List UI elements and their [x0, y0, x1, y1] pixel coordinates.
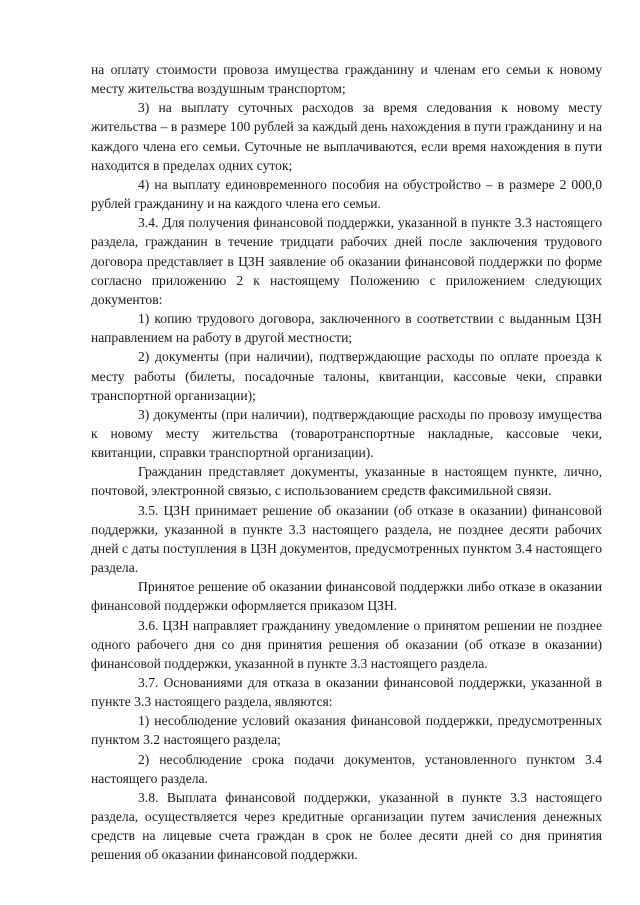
paragraph-section-3-6: 3.6. ЦЗН направляет гражданину уведомление о принятом решении не позднее одного рабочего дня со дня принятия решения об оказании (об отказе в оказании) финансовой поддержки, указанной в пункте 3.3 настоящего раздела.	[91, 617, 602, 671]
document-body	[91, 60, 602, 865]
paragraph-continuation: на оплату стоимости провоза имущества гражданину и членам его семьи к новому месту жительства воздушным транспортом;	[91, 62, 602, 97]
paragraph-submission-methods: Гражданин представляет документы, указанные в настоящем пункте, лично, почтовой, электронной связью, с использованием средств факсимильной связи.	[91, 464, 602, 499]
paragraph-section-3-8: 3.8. Выплата финансовой поддержки, указанной в пункте 3.3 настоящего раздела, осуществляется через кредитные организации путем зачисления денежных средств на лицевые счета граждан в срок не более десяти дней со дня принятия решения об оказании финансовой поддержки.	[91, 789, 602, 863]
paragraph-section-3-4: 3.4. Для получения финансовой поддержки, указанной в пункте 3.3 настоящего раздела, гражданин в течение тридцати рабочих дней после заключения трудового договора представляет в ЦЗН заявление об оказании финансовой поддержки по форме согласно приложению 2 к настоящему Положению с приложением следующих документов:	[91, 215, 602, 307]
paragraph-item-3: 3) на выплату суточных расходов за время следования к новому месту жительства – в размере 100 рублей за каждый день нахождения в пути гражданину и на каждого члена его семьи. Суточные не выплачиваются, если время нахождения в пути находится в пределах одних суток;	[91, 100, 602, 173]
paragraph-doc-item-1: 1) копию трудового договора, заключенного в соответствии с выданным ЦЗН направлением на работу в другой местности;	[91, 311, 602, 346]
paragraph-refusal-item-2: 2) несоблюдение срока подачи документов, установленного пунктом 3.4 настоящего раздела.	[91, 751, 602, 786]
paragraph-section-3-5: 3.5. ЦЗН принимает решение об оказании (об отказе в оказании) финансовой поддержки, указанной в пункте 3.3 настоящего раздела, не позднее десяти рабочих дней с даты поступления в ЦЗН документов, предусмотренных пунктом 3.4 настоящего раздела.	[91, 502, 602, 576]
paragraph-doc-item-3: 3) документы (при наличии), подтверждающие расходы по провозу имущества к новому месту жительства (товаротранспортные накладные, кассовые чеки, квитанции, справки транспортной организации).	[91, 406, 602, 461]
paragraph-decision-order: Принятое решение об оказании финансовой поддержки либо отказе в оказании финансовой поддержки оформляется приказом ЦЗН.	[91, 579, 602, 614]
paragraph-item-4: 4) на выплату единовременного пособия на обустройство – в размере 2 000,0 рублей гражданину и на каждого члена его семьи.	[91, 176, 602, 212]
paragraph-section-3-7: 3.7. Основаниями для отказа в оказании финансовой поддержки, указанной в пункте 3.3 настоящего раздела, являются:	[91, 675, 602, 710]
paragraph-doc-item-2: 2) документы (при наличии), подтверждающие расходы по оплате проезда к месту работы (билеты, посадочные талоны, квитанции, кассовые чеки, справки транспортной организации);	[91, 349, 602, 403]
paragraph-refusal-item-1: 1) несоблюдение условий оказания финансовой поддержки, предусмотренных пунктом 3.2 настоящего раздела;	[91, 713, 602, 748]
